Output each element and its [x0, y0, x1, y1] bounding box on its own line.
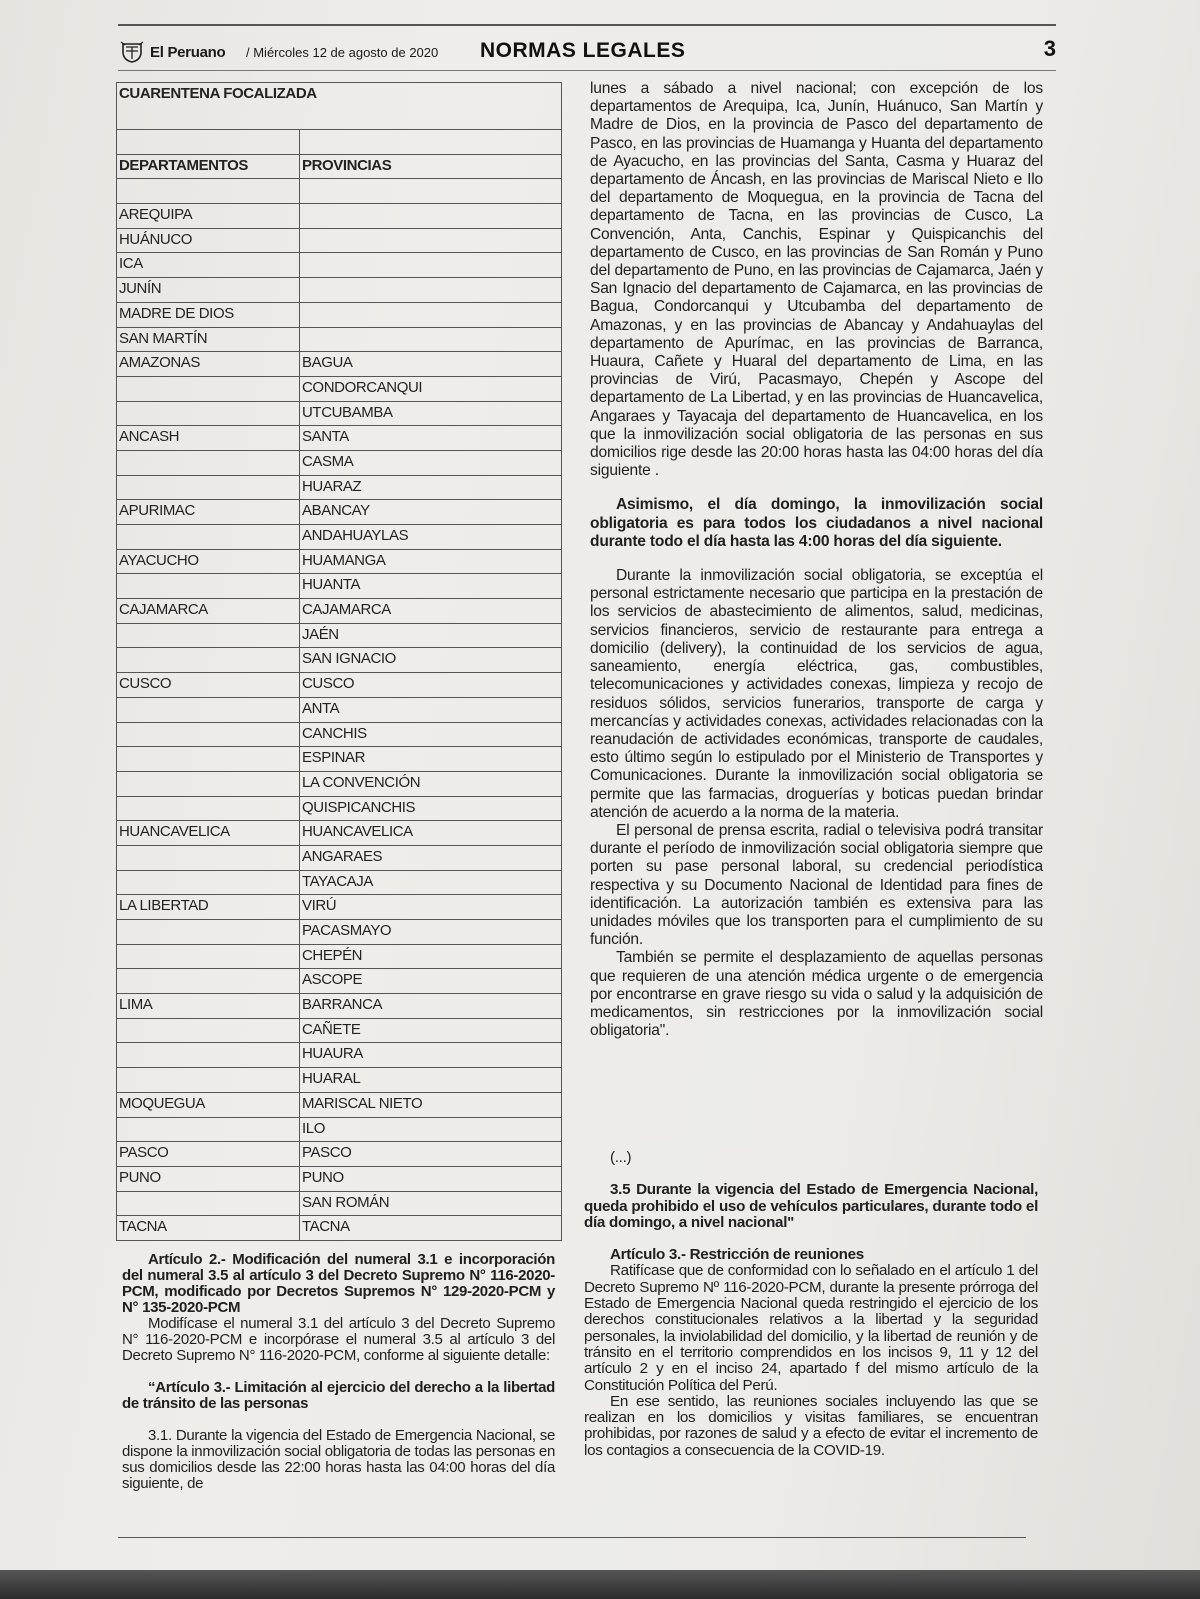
table-row [117, 771, 562, 796]
departamento-cell [117, 376, 300, 401]
provincia-cell: TACNA [300, 1216, 562, 1241]
departamento-cell [117, 401, 300, 426]
table-row [117, 1043, 562, 1068]
table-row [117, 574, 562, 599]
table-row [117, 747, 562, 772]
table-title: CUARENTENA FOCALIZADA [117, 83, 562, 130]
provincia-cell: SANTA [300, 426, 562, 451]
departamento-cell: ICA [117, 253, 300, 278]
table-row [117, 500, 562, 525]
departamento-cell: CUSCO [117, 673, 300, 698]
table-row [117, 1142, 562, 1167]
departamento-cell: HUÁNUCO [117, 228, 300, 253]
table-row [117, 722, 562, 747]
col-header-provincias: PROVINCIAS [300, 154, 562, 179]
provincia-cell: ILO [300, 1117, 562, 1142]
departamento-cell [117, 1068, 300, 1093]
article-3-heading: “Artículo 3.- Limitación al ejercicio del derecho a la libertad de tránsito de las personas [122, 1379, 555, 1412]
table-row [117, 302, 562, 327]
background-surface [0, 1570, 1200, 1599]
departamento-cell [117, 525, 300, 550]
paper-name: El Peruano [150, 44, 226, 61]
section-title: NORMAS LEGALES [480, 39, 686, 62]
departamento-cell: AMAZONAS [117, 352, 300, 377]
article-3-restriction-body-2: En ese sentido, las reuniones sociales incluyendo las que se realizan en los domicilios y visitas familiares, se encuentran prohibidas, por razones de salud y a efecto de evitar el incremento de los contagios a consecuencia de la COVID-19. [584, 1392, 1038, 1459]
table-row [117, 1018, 562, 1043]
table-row [117, 1117, 562, 1142]
article-3-restriction-body-1: Ratifícase que de conformidad con lo señalado en el artículo 1 del Decreto Supremo Nº 116-2020-PCM, durante la presente prórroga del Estado de Emergencia Nacional queda restringido el ejercicio de los derechos constitucionales relativos a la libertad y la seguridad personales, la inviolabilidad del domicilio, y la libertad de reunión y de tránsito en el territorio comprendidos en los incisos 9, 11 y 12 del artículo 2 y en el inciso 24, apartado f del mismo artículo de la Constitución Política del Perú. [584, 1262, 1038, 1394]
departamento-cell: MADRE DE DIOS [117, 302, 300, 327]
departamento-cell [117, 944, 300, 969]
table-row [117, 623, 562, 648]
table-row [117, 599, 562, 624]
provincia-cell: HUANTA [300, 574, 562, 599]
provincia-cell: ANGARAES [300, 845, 562, 870]
table-row [117, 376, 562, 401]
departamento-cell: HUANCAVELICA [117, 821, 300, 846]
provincia-cell: LA CONVENCIÓN [300, 771, 562, 796]
table-row [117, 648, 562, 673]
table-row [117, 327, 562, 352]
issue-date: / Miércoles 12 de agosto de 2020 [246, 45, 439, 60]
table-row [117, 1166, 562, 1191]
right-para-2: Asimismo, el día domingo, la inmovilización social obligatoria es para todos los ciudadanos a nivel nacional durante todo el día hasta las 4:00 horas del día siguiente. [590, 496, 1043, 550]
table-row [117, 525, 562, 550]
provincia-cell: CUSCO [300, 673, 562, 698]
provincia-cell: ASCOPE [300, 969, 562, 994]
departamento-cell: MOQUEGUA [117, 1092, 300, 1117]
departamento-cell [117, 845, 300, 870]
departamento-cell: CAJAMARCA [117, 599, 300, 624]
departamento-cell [117, 475, 300, 500]
article-2-heading: Artículo 2.- Modificación del numeral 3.1 e incorporación del numeral 3.5 al artículo 3 del Decreto Supremo N° 116-2020-PCM, modificado por Decretos Supremos N° 129-2020-PCM y N° 135-2020-PCM [122, 1251, 555, 1316]
table-row [117, 673, 562, 698]
provincia-cell: PACASMAYO [300, 920, 562, 945]
table-row [117, 426, 562, 451]
table-row [117, 228, 562, 253]
provincia-cell: CASMA [300, 450, 562, 475]
table-row [117, 796, 562, 821]
departamento-cell: PUNO [117, 1166, 300, 1191]
provincia-cell: HUAURA [300, 1043, 562, 1068]
table-header-row [117, 154, 562, 179]
provincia-cell: JAÉN [300, 623, 562, 648]
provincia-cell: ESPINAR [300, 747, 562, 772]
table-row [117, 920, 562, 945]
departamento-cell [117, 1191, 300, 1216]
provincia-cell: CHEPÉN [300, 944, 562, 969]
table-row [117, 895, 562, 920]
departamento-cell: AYACUCHO [117, 549, 300, 574]
provincia-cell: MARISCAL NIETO [300, 1092, 562, 1117]
table-row [117, 1068, 562, 1093]
table-row [117, 450, 562, 475]
table-row [117, 845, 562, 870]
departamento-cell: LIMA [117, 994, 300, 1019]
departamento-cell: APURIMAC [117, 500, 300, 525]
table-row [117, 401, 562, 426]
table-row [117, 870, 562, 895]
provincia-cell: ANTA [300, 697, 562, 722]
provincia-cell [300, 253, 562, 278]
col-header-departamentos: DEPARTAMENTOS [117, 154, 300, 179]
departamento-cell [117, 1117, 300, 1142]
provincia-cell [300, 302, 562, 327]
table-row [117, 352, 562, 377]
article-2-body: Modifícase el numeral 3.1 del artículo 3 del Decreto Supremo N° 116-2020-PCM e incorpórase el numeral 3.5 al artículo 3 del Decreto Supremo N° 116-2020-PCM, conforme al siguiente detalle: [122, 1315, 555, 1364]
departamento-cell [117, 747, 300, 772]
departamento-cell [117, 1018, 300, 1043]
provincia-cell: UTCUBAMBA [300, 401, 562, 426]
table-spacer-row [117, 130, 562, 155]
provincia-cell [300, 278, 562, 303]
departamento-cell: LA LIBERTAD [117, 895, 300, 920]
departamento-cell [117, 450, 300, 475]
provincia-cell: HUARAZ [300, 475, 562, 500]
departamento-cell [117, 1043, 300, 1068]
header-top-rule [118, 24, 1056, 26]
departamento-cell [117, 574, 300, 599]
departamento-cell: ANCASH [117, 426, 300, 451]
table-row [117, 475, 562, 500]
table-row [117, 253, 562, 278]
table-row [117, 278, 562, 303]
table-row [117, 1216, 562, 1241]
quarantine-table [116, 82, 562, 1241]
departamento-cell: SAN MARTÍN [117, 327, 300, 352]
departamento-cell [117, 697, 300, 722]
departamento-cell [117, 969, 300, 994]
numeral-3-5: 3.5 Durante la vigencia del Estado de Emergencia Nacional, queda prohibido el uso de vehículos particulares, durante todo el día domingo, a nivel nacional" [584, 1181, 1038, 1231]
provincia-cell: CONDORCANQUI [300, 376, 562, 401]
departamento-cell [117, 722, 300, 747]
departamento-cell: AREQUIPA [117, 204, 300, 229]
provincia-cell: BARRANCA [300, 994, 562, 1019]
provincia-cell: HUAMANGA [300, 549, 562, 574]
provincia-cell: CAÑETE [300, 1018, 562, 1043]
ellipsis: (...) [610, 1149, 632, 1166]
provincia-cell: CANCHIS [300, 722, 562, 747]
departamento-cell: TACNA [117, 1216, 300, 1241]
provincia-cell: PASCO [300, 1142, 562, 1167]
page-number: 3 [1043, 36, 1056, 61]
provincia-cell: BAGUA [300, 352, 562, 377]
provincia-cell: ABANCAY [300, 500, 562, 525]
table-title-row [117, 83, 562, 130]
right-column-text-lower [584, 1149, 1038, 1459]
table-row [117, 1191, 562, 1216]
right-column-text [590, 80, 1043, 1040]
departamento-cell [117, 771, 300, 796]
table-row [117, 1092, 562, 1117]
provincia-cell: SAN IGNACIO [300, 648, 562, 673]
departamento-cell [117, 796, 300, 821]
article-3-restriction-heading: Artículo 3.- Restricción de reuniones [610, 1246, 864, 1264]
table-row [117, 944, 562, 969]
departamento-cell [117, 648, 300, 673]
departamento-cell [117, 870, 300, 895]
table-row [117, 821, 562, 846]
provincia-cell: VIRÚ [300, 895, 562, 920]
departamento-cell [117, 623, 300, 648]
departamento-cell [117, 920, 300, 945]
provincia-cell [300, 327, 562, 352]
right-para-4: El personal de prensa escrita, radial o televisiva podrá transitar durante el período de inmovilización social obligatoria siempre que porten su pase personal laboral, su credencial periodística respectiva y su Documento Nacional de Identidad para fines de identificación. La autorización también es extensiva para las unidades móviles que los transporten para el cumplimiento de su función. [590, 821, 1043, 949]
table-row [117, 204, 562, 229]
provincia-cell: SAN ROMÁN [300, 1191, 562, 1216]
right-para-3: Durante la inmovilización social obligatoria, se exceptúa el personal estrictamente necesario que participa en la prestación de los servicios de abastecimiento de alimentos, salud, medicinas, servicios financieros, servicio de restaurante para entrega a domicilio (delivery), la continuidad de los servicios de agua, saneamiento, energía eléctrica, gas, combustibles, telecomunicaciones y actividades conexas, limpieza y recojo de residuos sólidos, servicios funerarios, transporte de carga y mercancías y actividades conexas, actividades relacionadas con la reanudación de actividades económicas, transporte de caudales, esto último según lo estipulado por el Ministerio de Transportes y Comunicaciones. Durante la inmovilización social obligatoria se permite que las farmacias, droguerías y boticas puedan brindar atención de acuerdo a la norma de la materia. [590, 567, 1043, 821]
left-column-text [122, 1252, 555, 1492]
departamento-cell: JUNÍN [117, 278, 300, 303]
footer-rule [118, 1537, 1026, 1538]
table-row [117, 549, 562, 574]
right-para-5: También se permite el desplazamiento de aquellas personas que requieren de una atención médica urgente o de emergencia por encontrarse en grave riesgo su vida o salud y la adquisición de medicamentos, sin restricciones por la inmovilización social obligatoria". [590, 949, 1043, 1040]
page-header [118, 36, 1056, 68]
table-spacer-row [117, 179, 562, 204]
table-row [117, 969, 562, 994]
provincia-cell: PUNO [300, 1166, 562, 1191]
table-row [117, 994, 562, 1019]
provincia-cell [300, 204, 562, 229]
table-row [117, 697, 562, 722]
departamento-cell: PASCO [117, 1142, 300, 1167]
provincia-cell [300, 228, 562, 253]
provincia-cell: ANDAHUAYLAS [300, 525, 562, 550]
provincia-cell: TAYACAJA [300, 870, 562, 895]
right-para-1: lunes a sábado a nivel nacional; con excepción de los departamentos de Arequipa, Ica, Junín, Huánuco, San Martín y Madre de Dios, en la provincia de Pasco del departamento de Pasco, en las provincias de Huamanga y Huanta del departamento de Ayacucho, en las provincias del Santa, Casma y Huaraz del departamento de Áncash, en las provincias de Mariscal Nieto e Ilo del departamento de Moquegua, en la provincia de Tacna del departamento de Tacna, en las provincias de Cusco, La Convención, Anta, Canchis, Espinar y Quispicanchis del departamento de Cusco, en las provincias de San Román y Puno del departamento de Puno, en las provincias de Cajamarca, Jaén y San Ignacio del departamento de Cajamarca, en las provincias de Bagua, Condorcanqui y Utcubamba del departamento de Amazonas, y en las provincias de Abancay y Andahuaylas del departamento de Apurímac, en las provincias de Barranca, Huaura, Cañete y Huaral del departamento de Lima, en las provincias de Virú, Pacasmayo, Chepén y Ascope del departamento de La Libertad, y en las provincias de Huancavelica, Angaraes y Tayacaja del departamento de Huancavelica, en los que la inmovilización social obligatoria de las personas en sus domicilios rige desde las 20:00 horas hasta las 04:00 horas del día siguiente . [590, 80, 1043, 480]
provincia-cell: QUISPICANCHIS [300, 796, 562, 821]
provincia-cell: HUANCAVELICA [300, 821, 562, 846]
numeral-3-1-body: 3.1. Durante la vigencia del Estado de Emergencia Nacional, se dispone la inmovilización social obligatoria de todas las personas en sus domicilios desde las 22:00 horas hasta las 04:00 horas del día siguiente, de [122, 1427, 555, 1492]
header-bottom-rule [118, 70, 1056, 71]
provincia-cell: CAJAMARCA [300, 599, 562, 624]
coat-of-arms-icon [120, 40, 144, 64]
provincia-cell: HUARAL [300, 1068, 562, 1093]
